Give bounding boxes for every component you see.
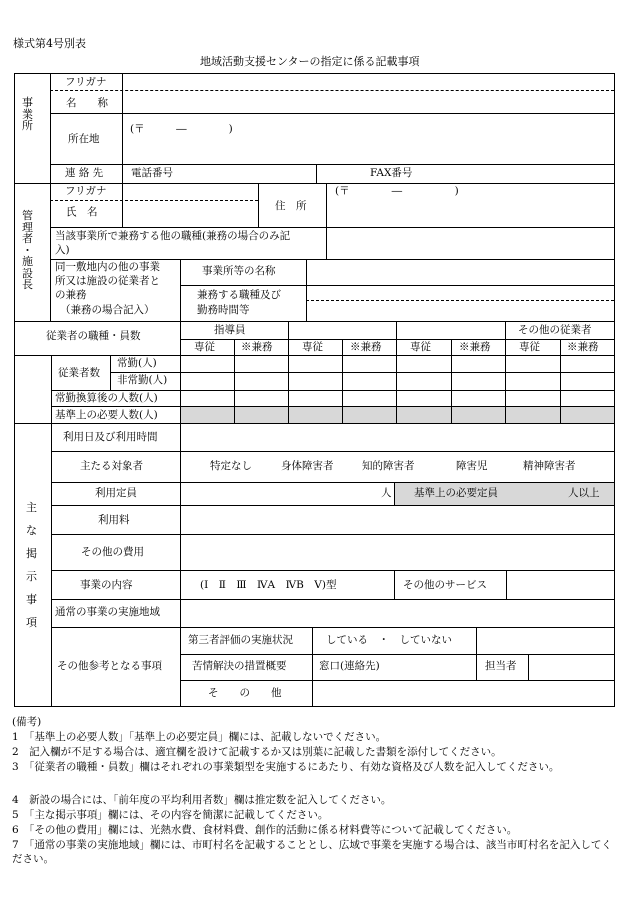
- instructor-header: 指導員: [214, 324, 246, 336]
- form-id: 様式第4号別表: [13, 37, 86, 50]
- target-intellectual: 知的障害者: [362, 460, 415, 472]
- parttime-label: 非常勤(人): [117, 374, 168, 386]
- col-full-3: 専従: [410, 341, 431, 353]
- target-none: 特定なし: [210, 460, 252, 472]
- capacity-unit: 人: [381, 487, 392, 499]
- capacity-label: 利用定員: [95, 487, 137, 499]
- note-6: 6 「その他の費用」欄には、光熱水費、食材料費、創作的活動に係る材料費等について記載してください。: [12, 824, 518, 836]
- other-label: そ の 他: [208, 687, 282, 699]
- other-duties-label: 当該事業所で兼務する他の職種(兼務の場合のみ記: [55, 230, 291, 242]
- col-concurrent-3: ※兼務: [459, 341, 491, 353]
- target-child: 障害児: [456, 460, 488, 472]
- office-section-label: 事 業 所: [22, 96, 33, 133]
- persons-above-label: 人以上: [568, 487, 600, 499]
- manager-section-label: 管 理 者 ・ 施 設 長: [22, 209, 33, 292]
- person-in-charge-label: 担当者: [485, 660, 517, 672]
- form-title: 地域活動支援センターの指定に係る記載事項: [200, 55, 420, 68]
- area-label: 通常の事業の実施地域: [55, 606, 160, 618]
- fulltime-label: 常勤(人): [117, 357, 157, 369]
- same-site-label-2: 所又は施設の従業者と: [55, 275, 160, 287]
- note-2: 2 記入欄が不足する場合は、適宜欄を設けて記載するか又は別葉に記載した書類を添付してください。: [12, 746, 502, 758]
- target-physical: 身体障害者: [281, 460, 334, 472]
- office-phone-label: 電話番号: [131, 167, 173, 179]
- third-party-label: 第三者評価の実施状況: [188, 634, 293, 646]
- duty-label: 兼務する職種及び: [197, 289, 281, 301]
- office-fax-label: FAX番号: [370, 167, 413, 179]
- office-name-label: 名 称: [66, 97, 108, 109]
- window-label: 窓口(連絡先): [319, 660, 380, 672]
- office-furigana-label: フリガナ: [65, 76, 107, 88]
- manager-furigana-label: フリガナ: [65, 185, 107, 197]
- required-label: 基準上の必要人数(人): [55, 409, 158, 421]
- converted-label: 常勤換算後の人数(人): [55, 392, 158, 404]
- reference-label: その他参考となる事項: [57, 660, 162, 672]
- col-concurrent-4: ※兼務: [567, 341, 599, 353]
- target-label: 主たる対象者: [80, 460, 143, 472]
- duty-label-2: 勤務時間等: [197, 304, 250, 316]
- note-4: 4 新設の場合には、「前年度の平均利用者数」欄は推定数を記入してください。: [12, 794, 392, 806]
- col-concurrent-2: ※兼務: [350, 341, 382, 353]
- staff-title: 従業者の職種・員数: [46, 330, 141, 342]
- hours-label: 利用日及び利用時間: [63, 431, 158, 443]
- staff-count-label: 従業者数: [58, 367, 100, 379]
- note-5: 5 「主な掲示事項」欄には、その内容を簡潔に記載してください。: [12, 809, 329, 821]
- other-costs-label: その他の費用: [81, 546, 144, 558]
- office-postal: (〒 ― ): [130, 123, 233, 135]
- manager-address-label: 住 所: [275, 200, 307, 212]
- same-site-label-3: の兼務: [55, 289, 87, 301]
- business-types: (Ⅰ Ⅱ Ⅲ ⅣA ⅣB Ⅴ)型: [200, 579, 337, 591]
- other-duties-label-2: 入): [55, 244, 70, 256]
- other-service-label: その他のサービス: [403, 579, 487, 591]
- col-concurrent-1: ※兼務: [241, 341, 273, 353]
- manager-name-label: 氏 名: [66, 206, 98, 218]
- note-1: 1 「基準上の必要人数」「基準上の必要定員」欄には、記載しないでください。: [12, 731, 387, 743]
- content-label: 事業の内容: [80, 579, 133, 591]
- office-contact-label: 連 絡 先: [65, 167, 104, 179]
- gray-required-staff: [180, 407, 615, 423]
- other-staff-header: その他の従業者: [518, 324, 592, 336]
- third-party-status: している ・ していない: [326, 634, 452, 646]
- manager-postal: (〒 ― ): [335, 185, 459, 197]
- office-location-label: 所在地: [68, 133, 100, 145]
- main-section-label: 主 な 掲 示 事 項: [26, 501, 37, 630]
- standard-capacity-label: 基準上の必要定員: [414, 487, 498, 499]
- facility-name-label: 事業所等の名称: [202, 265, 276, 277]
- target-mental: 精神障害者: [523, 460, 576, 472]
- col-full-1: 専従: [194, 341, 215, 353]
- complaint-label: 苦情解決の措置概要: [192, 660, 287, 672]
- same-site-label-4: （兼務の場合記入）: [60, 304, 155, 316]
- col-full-2: 専従: [302, 341, 323, 353]
- fee-label: 利用料: [98, 514, 130, 526]
- same-site-label: 同一敷地内の他の事業: [55, 261, 160, 273]
- note-7: 7 「通常の事業の実施地域」欄には、市町村名を記載することとし、広域で事業を実施する場合は、該当市町村名を記入してください。: [12, 839, 612, 866]
- note-3: 3 「従業者の職種・員数」欄はそれぞれの事業類型を実施するにあたり、有効な資格及び人数を記入してください。: [12, 761, 560, 773]
- notes-heading: (備考): [12, 716, 42, 728]
- col-full-4: 専従: [519, 341, 540, 353]
